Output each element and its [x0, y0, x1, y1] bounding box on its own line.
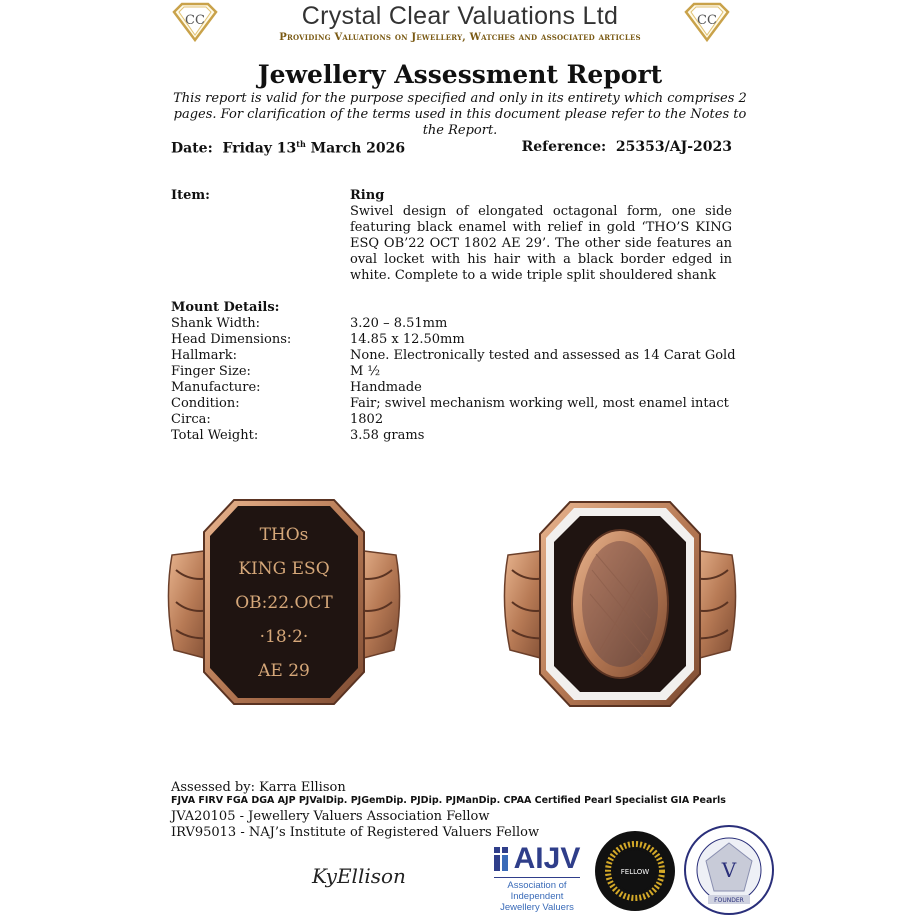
ring-photo-inscription-side [164, 490, 404, 730]
report-reference [522, 139, 732, 155]
ring-inscription-line: OB:22.OCT [235, 593, 333, 613]
mount-value: 3.58 grams [350, 428, 425, 443]
ring-photo-locket-side [500, 490, 740, 730]
irv-fellow-badge [594, 830, 676, 912]
mount-value: M ½ [350, 364, 381, 379]
qualifications: FJVA FIRV FGA DGA AJP PJValDip. PJGemDip. PJDip. PJManDip. CPAA Certified Pearl Specialist GIA Pearls [171, 795, 726, 806]
jva-badge-label: FOUNDER [714, 897, 744, 904]
mount-label: Hallmark: [171, 348, 237, 363]
aijv-subtitle-3: Jewellery Valuers [500, 902, 574, 913]
mount-label: Circa: [171, 412, 211, 427]
report-title: Jewellery Assessment Report [257, 60, 663, 89]
jva-founder-badge [684, 825, 774, 915]
mount-label: Condition: [171, 396, 240, 411]
mount-value: 3.20 – 8.51mm [350, 316, 448, 331]
mount-details-heading: Mount Details: [171, 300, 280, 315]
irv-membership: IRV95013 - NAJ’s Institute of Registered Valuers Fellow [171, 825, 540, 840]
company-tagline: Providing Valuations on Jewellery, Watches and associated articles [279, 32, 641, 43]
ring-inscription-line: AE 29 [258, 661, 310, 681]
ring-inscription-line: THOs [259, 525, 309, 545]
report-date [171, 139, 405, 157]
reference-value: 25353/AJ-2023 [615, 139, 732, 155]
aijv-subtitle-2: Independent [510, 891, 564, 902]
mount-label: Manufacture: [171, 380, 261, 395]
mount-label: Shank Width: [171, 316, 261, 331]
ring-inscription-line: KING ESQ [238, 559, 330, 579]
item-name: Ring [350, 188, 385, 203]
mount-label: Total Weight: [171, 428, 259, 443]
item-description: Swivel design of elongated octagonal form, one side featuring black enamel with relief in gold ‘THO’S KING ESQ OB’22 OCT 1802 AE 29’. The other side features an oval locket with his hair with a black border edged in white. Complete to a wide triple split shouldered shank [350, 204, 732, 283]
assessed-by: Assessed by: Karra Ellison [171, 780, 346, 795]
irv-badge-label: FELLOW [620, 868, 650, 876]
company-name: Crystal Clear Valuations Ltd [301, 2, 619, 30]
assessor-signature: KyEllison [312, 864, 406, 888]
aijv-title: AIJV [513, 842, 581, 875]
date-month-year: March 2026 [310, 140, 406, 157]
aijv-badge [490, 842, 584, 913]
mount-value: 1802 [350, 412, 384, 427]
svg-text:CC: CC [697, 13, 717, 28]
mount-label: Finger Size: [171, 364, 251, 379]
mount-value: 14.85 x 12.50mm [350, 332, 465, 347]
mount-label: Head Dimensions: [171, 332, 292, 347]
date-suffix: th [296, 139, 306, 149]
aijv-logo-icon [494, 847, 514, 871]
mount-value: None. Electronically tested and assessed as 14 Carat Gold [350, 348, 736, 363]
aijv-subtitle-1: Association of [507, 880, 567, 891]
svg-text:CC: CC [185, 13, 205, 28]
report-intro: This report is valid for the purpose specified and only in its entirety which comprises 2 pages. For clarification of the terms used in this document please refer to the Notes to the Report. [173, 91, 747, 138]
date-label: Date: [171, 140, 213, 157]
reference-label: Reference: [521, 139, 607, 155]
ring-inscription-line: ·18·2· [259, 627, 309, 647]
mount-value: Fair; swivel mechanism working well, most enamel intact [350, 396, 729, 411]
item-label: Item: [171, 188, 210, 203]
date-day: Friday 13 [222, 140, 297, 157]
mount-value: Handmade [350, 380, 422, 395]
jva-badge-letter: V [721, 858, 737, 882]
jva-membership: JVA20105 - Jewellery Valuers Association Fellow [171, 809, 490, 824]
